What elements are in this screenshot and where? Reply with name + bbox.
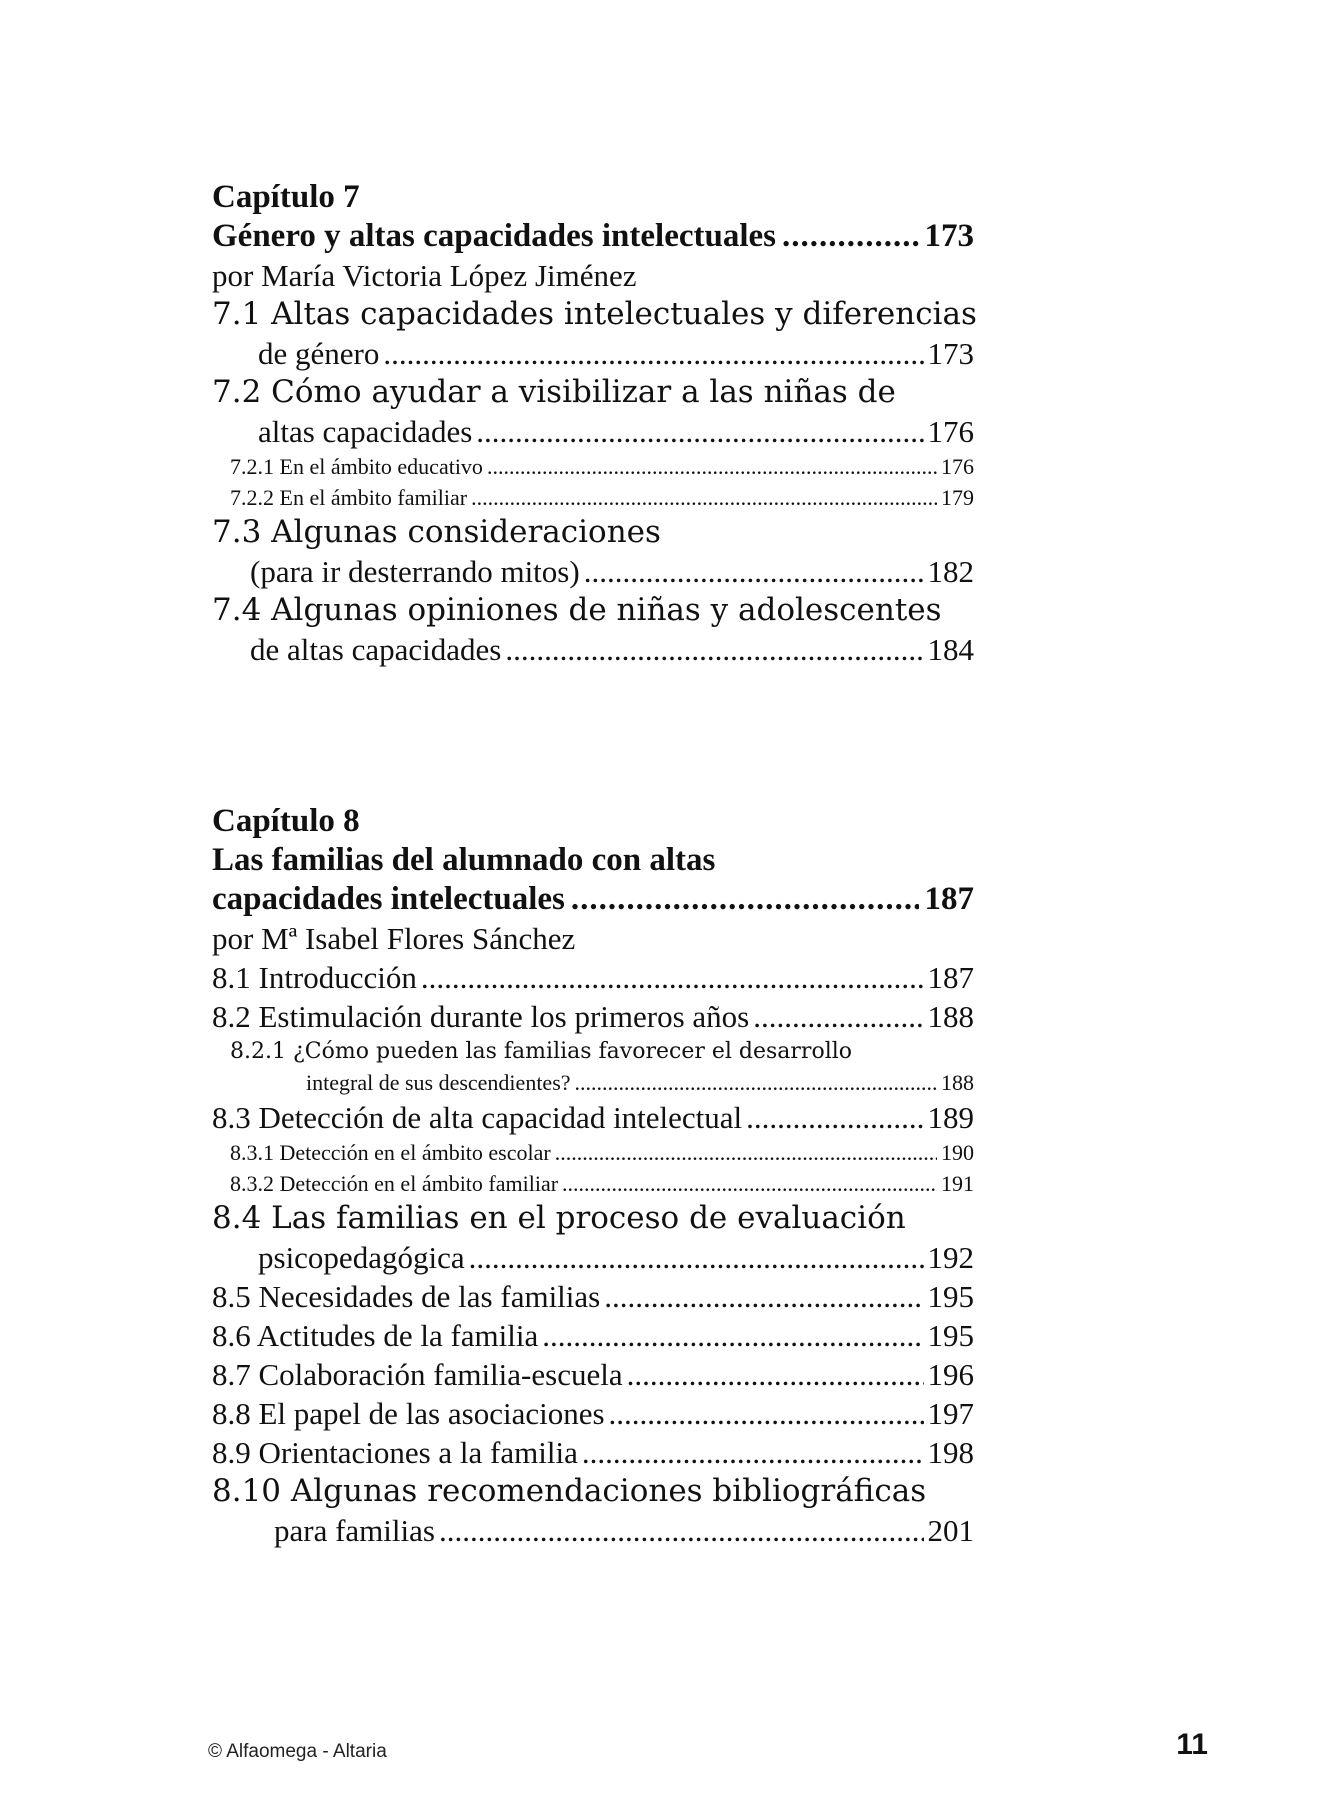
toc-entry-8-3-2-page: 191 [941,1171,974,1196]
toc-entry-8-4-line1: 8.4 Las familias en el proceso de evaluación [212,1200,906,1236]
toc-entry-7-4-page: 184 [927,632,974,667]
toc-entry-8-3-page: 189 [927,1100,974,1135]
dot-leader [609,1394,924,1433]
toc-entry-8-6[interactable] [212,1316,974,1355]
toc-entry-8-2[interactable] [212,997,974,1036]
page-number: 11 [1176,1728,1208,1761]
toc-entry-7-2-1[interactable] [212,451,974,482]
toc-entry-8-5-text: 8.5 Necesidades de las familias [212,1279,601,1314]
chapter-7-title: Género y altas capacidades intelectuales [212,218,776,254]
toc-entry-8-9-text: 8.9 Orientaciones a la familia [212,1435,578,1470]
toc-entry-7-2[interactable] [212,373,974,451]
toc-entry-8-2-page: 188 [927,999,974,1034]
toc-entry-8-8-text: 8.8 El papel de las asociaciones [212,1396,605,1431]
toc-entry-8-7-text: 8.7 Colaboración familia-escuela [212,1357,623,1392]
toc-entry-7-2-2-page: 179 [941,485,974,510]
toc-entry-7-2-2[interactable] [212,482,974,513]
dot-leader [782,217,919,256]
toc-entry-7-3-line1: 7.3 Algunas consideraciones [212,514,661,550]
toc-entry-8-4-page: 192 [927,1240,974,1275]
toc-entry-7-1-line1: 7.1 Altas capacidades intelectuales y diferencias [212,296,977,332]
toc-entry-8-10-line2: para familias [274,1513,435,1548]
toc-entry-8-4-line2: psicopedagógica [258,1240,465,1275]
chapter-8-label: Capítulo 8 [212,803,360,839]
toc-entry-7-2-line1: 7.2 Cómo ayudar a visibilizar a las niñas de [212,374,896,410]
dot-leader [753,997,923,1036]
chapter-8-toc [212,802,974,1550]
dot-leader [383,334,923,373]
chapter-7-label: Capítulo 7 [212,179,360,215]
toc-entry-8-2-1-line2: integral de sus descendientes? [306,1070,571,1095]
toc-entry-7-4-line1: 7.4 Algunas opiniones de niñas y adolescentes [212,592,942,628]
toc-entry-8-3-1[interactable] [212,1137,974,1168]
toc-entry-7-2-2-text: 7.2.2 En el ámbito familiar [230,485,468,510]
toc-entry-7-4[interactable] [212,591,974,669]
toc-entry-7-3-page: 182 [927,554,974,589]
dot-leader [746,1098,923,1137]
toc-entry-8-10-page: 201 [927,1513,974,1548]
toc-entry-8-8-page: 197 [927,1396,974,1431]
toc-entry-8-3-text: 8.3 Detección de alta capacidad intelectual [212,1100,743,1135]
toc-entry-8-9[interactable] [212,1433,974,1472]
toc-entry-7-3-line2: (para ir desterrando mitos) [250,554,580,589]
toc-entry-7-4-line2: de altas capacidades [250,632,502,667]
toc-entry-7-1[interactable] [212,295,977,373]
toc-entry-7-2-1-text: 7.2.1 En el ámbito educativo [230,454,483,479]
chapter-7-title-entry[interactable] [212,217,974,256]
toc-entry-8-4[interactable] [212,1199,974,1277]
toc-entry-7-2-page: 176 [927,414,974,449]
dot-leader [476,412,923,451]
toc-entry-8-5-page: 195 [927,1279,974,1314]
dot-leader [471,482,937,513]
toc-entry-8-3-2[interactable] [212,1168,974,1199]
chapter-8-page: 187 [924,881,974,917]
dot-leader [469,1238,924,1277]
toc-entry-8-6-page: 195 [927,1318,974,1353]
chapter-7-toc [212,178,977,669]
toc-entry-8-5[interactable] [212,1277,974,1316]
dot-leader [487,451,937,482]
toc-entry-8-3-2-text: 8.3.2 Detección en el ámbito familiar [230,1171,559,1196]
toc-entry-7-2-line2: altas capacidades [258,414,473,449]
toc-entry-8-7[interactable] [212,1355,974,1394]
toc-entry-8-2-1-line1: 8.2.1 ¿Cómo pueden las familias favorecer el desarrollo [230,1039,853,1064]
toc-entry-8-3[interactable] [212,1098,974,1137]
chapter-7-page: 173 [924,218,974,254]
toc-entry-8-3-1-text: 8.3.1 Detección en el ámbito escolar [230,1140,551,1165]
dot-leader [542,1316,923,1355]
toc-entry-8-2-text: 8.2 Estimulación durante los primeros años [212,999,750,1034]
dot-leader [555,1137,937,1168]
toc-entry-8-2-1[interactable] [212,1036,974,1098]
dot-leader [562,1168,937,1199]
footer-publisher: © Alfaomega - Altaria [208,1741,387,1762]
toc-entry-8-6-text: 8.6 Actitudes de la familia [212,1318,539,1353]
toc-entry-7-3[interactable] [212,513,974,591]
chapter-8-title-entry[interactable] [212,880,974,919]
toc-entry-8-9-page: 198 [927,1435,974,1470]
dot-leader [439,1511,924,1550]
dot-leader [575,1067,937,1098]
dot-leader [505,630,923,669]
dot-leader [604,1277,923,1316]
toc-entry-7-2-1-page: 176 [941,454,974,479]
toc-entry-8-1-text: 8.1 Introducción [212,960,417,995]
chapter-8-title-line2: capacidades intelectuales [212,881,565,917]
toc-entry-7-1-page: 173 [927,336,974,371]
dot-leader [582,1433,924,1472]
chapter-7-author: por María Victoria López Jiménez [212,258,637,293]
dot-leader [421,958,924,997]
toc-entry-8-1[interactable] [212,958,974,997]
toc-entry-8-2-1-page: 188 [941,1070,974,1095]
toc-entry-8-3-1-page: 190 [941,1140,974,1165]
dot-leader [571,880,919,919]
toc-entry-8-10-line1: 8.10 Algunas recomendaciones bibliográficas [212,1473,927,1509]
dot-leader [584,552,924,591]
toc-entry-7-1-line2: de género [258,336,380,371]
toc-entry-8-7-page: 196 [927,1357,974,1392]
toc-entry-8-8[interactable] [212,1394,974,1433]
toc-entry-8-1-page: 187 [927,960,974,995]
dot-leader [627,1355,924,1394]
chapter-8-author: por Mª Isabel Flores Sánchez [212,921,576,956]
toc-entry-8-10[interactable] [212,1472,974,1550]
chapter-8-title-line1: Las familias del alumnado con altas [212,842,716,878]
